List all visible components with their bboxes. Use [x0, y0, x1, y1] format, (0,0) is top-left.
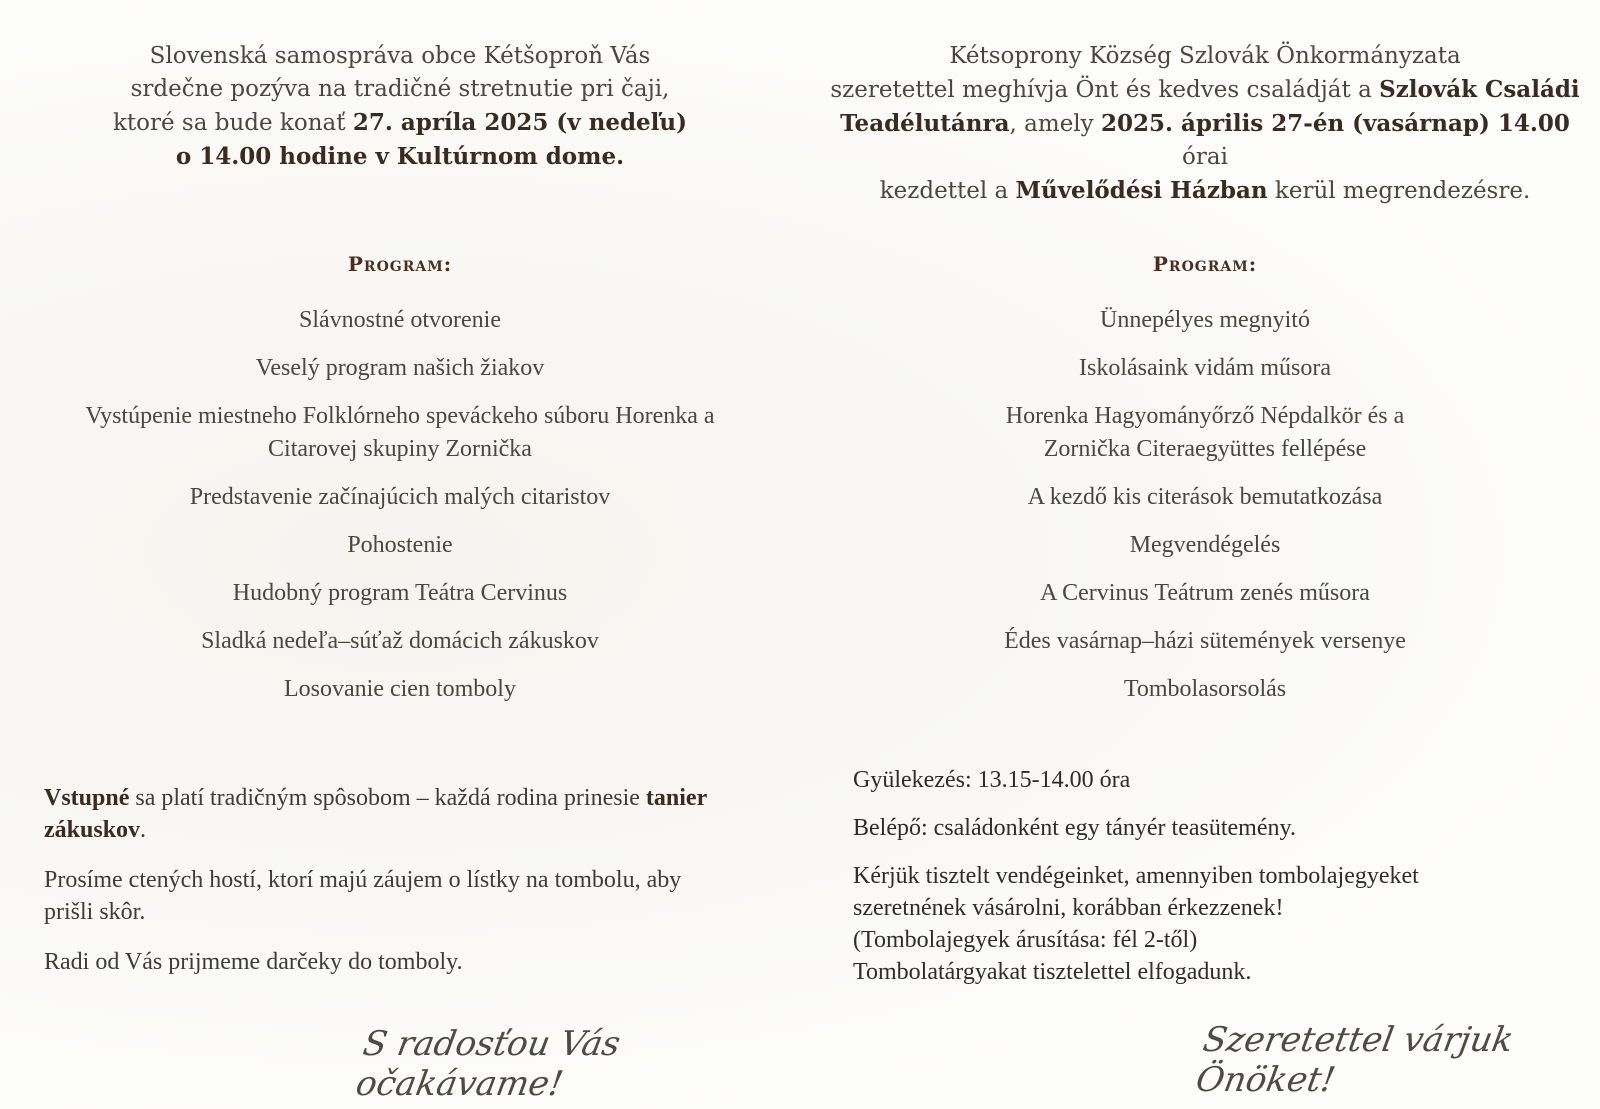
entry-end: . — [140, 817, 147, 843]
intro-line — [10, 140, 790, 174]
event-name: Szlovák Családi — [1379, 76, 1580, 103]
event-date: 27. apríla 2025 (v nedeľu) — [352, 109, 688, 136]
program-item: Vystúpenie miestneho Folklórneho speváckeho súboru Horenka a Citarovej skupiny Zornička — [85, 403, 715, 462]
program-item: Predstavenie začínajúcich malých citaristov — [189, 484, 611, 510]
program-item: A Cervinus Teátrum zenés műsora — [1040, 580, 1370, 606]
intro-line — [10, 106, 790, 140]
event-date: 2025. április 27-én (vasárnap) 14.00 — [1100, 110, 1570, 137]
intro-text: kezdettel a — [879, 178, 1016, 204]
event-time-place: o 14.00 hodine v Kultúrnom dome. — [175, 143, 625, 170]
intro-line: Slovenská samospráva obce Kétšoproň Vás — [149, 43, 651, 69]
event-name-cont: Teadélutánra — [840, 110, 1010, 137]
event-place: Művelődési Házban — [1015, 177, 1268, 204]
tombola-line: Kérjük tisztelt vendégeinket, amennyiben tombolajegyeket — [853, 863, 1419, 889]
program-item: Édes vasárnap–házi sütemények versenye — [1004, 628, 1406, 654]
entry-item: tanier zákuskov — [44, 785, 707, 843]
entry-note — [44, 782, 764, 846]
program-list — [10, 304, 790, 721]
program-item: A kezdő kis citerások bemutatkozása — [1027, 484, 1383, 510]
tombola-request: Prosíme ctených hostí, ktorí majú záujem o lístky na tombolu, aby prišli skôr. — [44, 867, 682, 925]
entry-text: sa platí tradičným spôsobom – každá rodina prinesie — [129, 785, 646, 811]
tombola-line: (Tombolajegyek árusítása: fél 2-től) — [853, 927, 1198, 953]
intro-text: ktoré sa bude konať — [112, 110, 353, 136]
intro-line: Kétsoprony Község Szlovák Önkormányzata — [949, 43, 1461, 69]
program-title: Program: — [1152, 252, 1258, 276]
program-item: Sladká nedeľa–súťaž domácich zákuskov — [201, 628, 599, 654]
program-item: Pohostenie — [347, 532, 453, 558]
entry-label: Vstupné — [44, 785, 130, 811]
intro-line — [815, 107, 1595, 174]
intro-text: órai — [1182, 144, 1228, 170]
program-item: Tombolasorsolás — [1123, 676, 1287, 702]
intro-text: kerül megrendezésre. — [1267, 178, 1531, 204]
tombola-note — [853, 860, 1553, 988]
tombola-line: Tombolatárgyakat tisztelettel elfogadunk. — [853, 959, 1252, 985]
tombola-line: szeretnének vásárolni, korábban érkezzenek! — [853, 895, 1284, 921]
signature: S radosťou Vás očakávame! — [352, 1024, 624, 1104]
intro-text: , amely — [1009, 111, 1101, 137]
program-item: Veselý program našich žiakov — [255, 355, 545, 381]
program-item: Slávnostné otvorenie — [299, 307, 501, 333]
entry-note: Belépő: családonként egy tányér teasütemény. — [853, 815, 1296, 841]
program-item: Hudobný program Teátra Cervinus — [232, 580, 568, 606]
gathering-time: Gyülekezés: 13.15-14.00 óra — [853, 767, 1131, 793]
notes-hungarian — [853, 764, 1553, 988]
invitation-slovak — [10, 0, 790, 1109]
intro-hungarian — [815, 40, 1595, 208]
intro-text: szeretettel meghívja Önt és kedves családját a — [830, 77, 1380, 103]
intro-line — [815, 174, 1595, 208]
intro-slovak — [10, 40, 790, 174]
program-title: Program: — [347, 252, 453, 276]
program-item: Losovanie cien tomboly — [284, 676, 516, 702]
notes-slovak — [44, 782, 764, 996]
program-item: Ünnepélyes megnyitó — [1100, 307, 1310, 333]
signature: Szeretettel várjuk Önöket! — [1192, 1020, 1517, 1100]
gifts-note: Radi od Vás prijmeme darčeky do tomboly. — [44, 949, 463, 975]
intro-line — [815, 73, 1595, 107]
program-list — [815, 304, 1595, 721]
program-item: Horenka Hagyományőrző Népdalkör és a Zornička Citeraegyüttes fellépése — [1005, 403, 1405, 462]
program-item: Megvendégelés — [1129, 532, 1281, 558]
program-item: Iskolásaink vidám műsora — [1079, 355, 1331, 381]
invitation-hungarian — [815, 0, 1595, 1109]
intro-line: srdečne pozýva na tradičné stretnutie pri čaji, — [130, 76, 670, 102]
